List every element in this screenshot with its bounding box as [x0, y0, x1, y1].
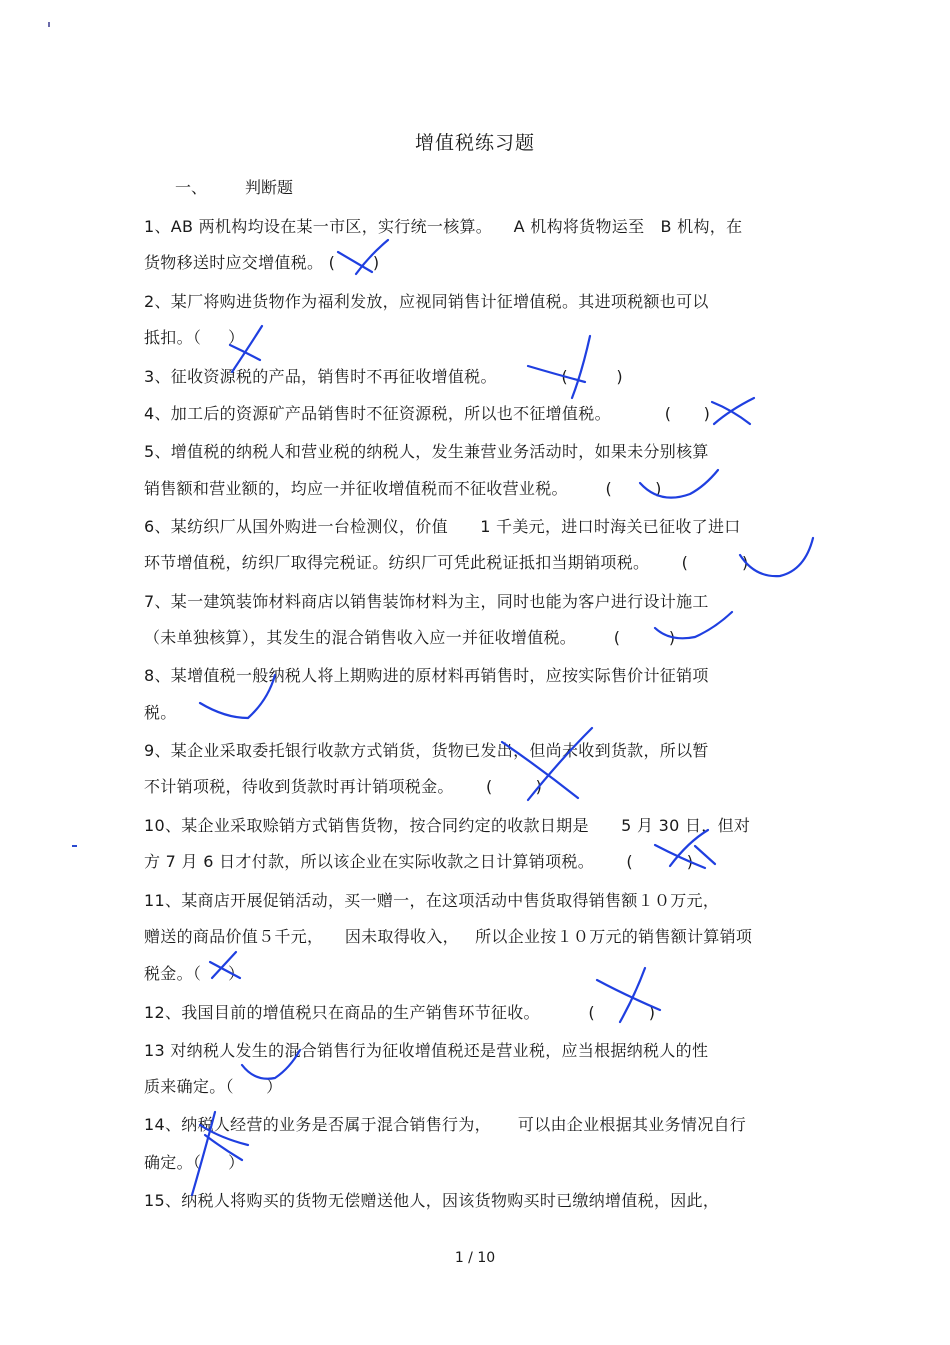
- check-mark: [740, 538, 813, 576]
- question-line: 赠送的商品价值５千元， 因未取得收入， 所以企业按１０万元的销售额计算销项: [144, 927, 753, 946]
- question-line: 税金。（ ）: [144, 964, 245, 983]
- question-line: 确定。（ ）: [144, 1153, 245, 1172]
- question-line: 销售额和营业额的，均应一并征收增值税而不征收营业税。 ( ): [144, 479, 662, 498]
- question-line: 12、我国目前的增值税只在商品的生产销售环节征收。 ( ): [144, 1003, 656, 1022]
- cross-mark: [695, 846, 715, 864]
- question-line: 8、某增值税一般纳税人将上期购进的原材料再销售时，应按实际售价计征销项: [144, 666, 709, 685]
- question-line: 方 7 月 6 日才付款，所以该企业在实际收款之日计算销项税。 ( ): [144, 852, 694, 871]
- question-line: 不计销项税，待收到货款时再计销项税金。 ( ): [144, 777, 543, 796]
- question-line: 2、某厂将购进货物作为福利发放，应视同销售计征增值税。其进项税额也可以: [144, 292, 709, 311]
- question-line: 6、某纺织厂从国外购进一台检测仪，价值 1 千美元，进口时海关已征收了进口: [144, 517, 741, 536]
- question-line: 15、纳税人将购买的货物无偿赠送他人，因该货物购买时已缴纳增值税，因此，: [144, 1191, 720, 1210]
- question-line: （未单独核算），其发生的混合销售收入应一并征收增值税。 ( ): [144, 628, 676, 647]
- question-line: 质来确定。（ ）: [144, 1077, 283, 1096]
- question-line: 11、某商店开展促销活动，买一赠一，在这项活动中售货取得销售额１０万元，: [144, 891, 720, 910]
- section-heading: [175, 175, 293, 198]
- document-title: 增值税练习题: [414, 132, 535, 154]
- cross-mark: [712, 402, 750, 424]
- question-line: 税。: [144, 703, 177, 722]
- page-number: 1 / 10: [454, 1250, 496, 1266]
- question-line: 5、增值税的纳税人和营业税的纳税人，发生兼营业务活动时，如果未分别核算: [144, 442, 709, 461]
- question-line: 7、某一建筑装饰材料商店以销售装饰材料为主，同时也能为客户进行设计施工: [144, 592, 709, 611]
- scan-artifact-dash: [72, 845, 77, 847]
- question-line: 10、某企业采取赊销方式销售货物，按合同约定的收款日期是 5 月 30 日，但对: [144, 816, 751, 835]
- question-line: 14、纳税人经营的业务是否属于混合销售行为， 可以由企业根据其业务情况自行: [144, 1115, 747, 1134]
- cross-mark: [714, 398, 754, 424]
- section-label: 判断题: [245, 178, 294, 197]
- section-number: 一、: [175, 178, 208, 197]
- question-line: 1、AB 两机构均设在某一市区，实行统一核算。 A 机构将货物运至 B 机构，在: [144, 217, 743, 236]
- question-line: 抵扣。（ ）: [144, 328, 245, 347]
- question-line: 9、某企业采取委托银行收款方式销货，货物已发出，但尚未收到货款，所以暂: [144, 741, 709, 760]
- question-line: 货物移送时应交增值税。 ( ): [144, 253, 380, 272]
- question-line: 13 对纳税人发生的混合销售行为征收增值税还是营业税，应当根据纳税人的性: [144, 1041, 709, 1060]
- scan-artifact-dot: [48, 22, 50, 27]
- question-line: 4、加工后的资源矿产品销售时不征资源税，所以也不征增值税。 ( ): [144, 404, 711, 423]
- question-line: 环节增值税，纺织厂取得完税证。纺织厂可凭此税证抵扣当期销项税。 ( ): [144, 553, 749, 572]
- question-line: 3、征收资源税的产品，销售时不再征收增值税。 ( ): [144, 367, 623, 386]
